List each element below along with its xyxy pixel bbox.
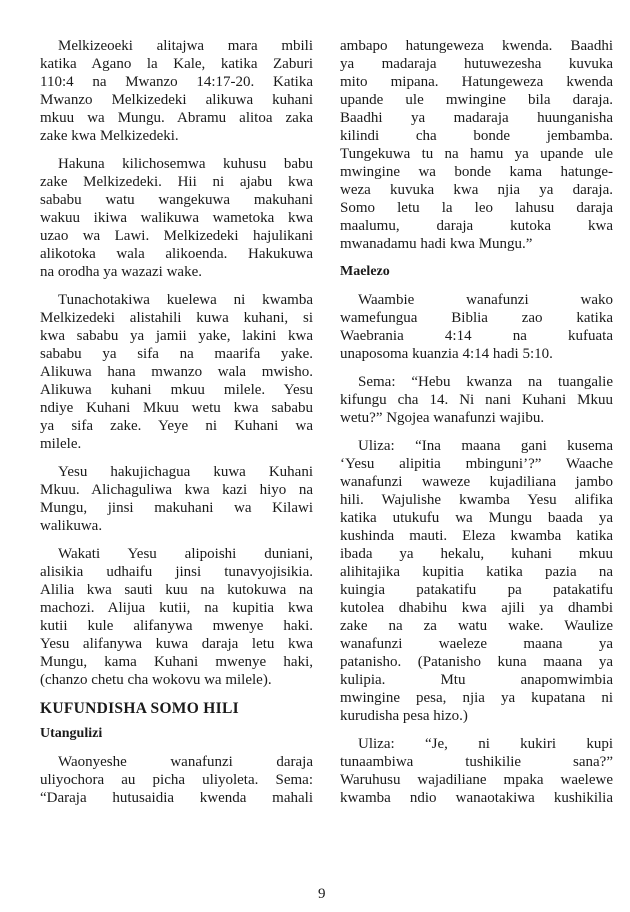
text-line: Sema: “Hebu kwanza na tuangalie [358,374,613,390]
subsection-heading: Maelezo [340,264,390,279]
text-line: kutii kule alifanywa mwenye haki. [40,618,313,634]
paragraph [40,545,313,689]
text-line: Uliza: “Je, ni kukiri kupi [358,736,613,752]
text-line: kuingia patakatifu pa patakatifu [340,582,613,598]
text-line: zake kwa Melkizedeki. [40,128,179,144]
text-line: Alilia kwa sauti kuu na kutokuwa na [40,582,313,598]
text-line: kifungu cha 14. Ni nani Kuhani Mkuu [340,392,613,408]
text-line: Wakati Yesu alipoishi duniani, [58,546,313,562]
text-line: mwingine wa bonde kama hatunge- [340,164,613,180]
text-line: Alikuwa hana mwanzo wala mwisho. [40,364,313,380]
text-line: Melkizeoeki alitajwa mara mbili [58,38,313,54]
text-line: Baadhi ya madaraja huunganisha [340,110,613,126]
text-line: upande ule mwingine bila daraja. [340,92,613,108]
subsection-heading: Utangulizi [40,726,103,741]
text-line: kwamba ndio wanaotakiwa kushikilia [340,790,613,806]
text-line: katika Agano la Kale, katika Zaburi [40,56,313,72]
section-heading: KUFUNDISHA SOMO HILI [40,700,239,717]
text-line: tunaambiwa tushikilie sana?” [340,754,613,770]
text-line: machozi. Alijua kutii, na kupitia kwa [40,600,313,616]
text-line: uzao wa Lawi. Melkizedeki hajulikani [40,228,313,244]
text-line: alihitajika kupitia katika pazia na [340,564,613,580]
text-line: alikotoka wala alikoenda. Hakukuwa [40,246,313,262]
text-line: mito mipana. Hatungeweza kwenda [340,74,613,90]
page-number: 9 [318,886,326,902]
text-line: ya madaraja hutuwezesha kuvuka [340,56,613,72]
text-line: Melkizedeki alistahili kuwa kuhani, si [40,310,313,326]
paragraph [340,735,613,807]
text-line: Tungekuwa tu na hamu ya upande ule [340,146,613,162]
text-line: unaposoma kuanzia 4:14 hadi 5:10. [340,346,553,362]
paragraph [340,373,613,427]
text-line: mkuu wa Mungu. Abramu alitoa zaka [40,110,313,126]
paragraph [40,37,313,145]
text-line: na orodha ya wazazi wake. [40,264,202,280]
text-line: kutolea dhabihu kwa ajili ya dhambi [340,600,613,616]
text-line: wamefungua Biblia zao katika [340,310,613,326]
text-line: wetu?” Ngojea wanafunzi wajibu. [340,410,545,426]
text-line: Waruhusu wajadiliane mpaka waelewe [340,772,613,788]
text-line: ‘Yesu alipitia mbinguni’?” Waache [340,456,613,472]
text-line: Uliza: “Ina maana gani kusema [358,438,613,454]
text-line: zake na za watu wake. Waulize [340,618,613,634]
text-line: kwa sababu ya jamii yake, lakini kwa [40,328,313,344]
text-line: weza kuvuka kwa njia ya daraja. [340,182,613,198]
text-line: wakuu ikiwa walikuwa wametoka kwa [40,210,313,226]
text-line: Waambie wanafunzi wako [358,292,613,308]
text-line: 110:4 na Mwanzo 14:17-20. Katika [40,74,313,90]
text-line: sababu watu wangekuwa makuhani [40,192,313,208]
text-line: Mungu, jinsi makuhani wa Kilawi [40,500,313,516]
paragraph [40,155,313,281]
right-column [340,37,613,817]
paragraph [340,291,613,363]
paragraph [40,463,313,535]
text-line: Mungu, kama Kuhani mwenye haki, [40,654,313,670]
text-line: sababu ya sifa na maarifa yake. [40,346,313,362]
text-line: maalumu, daraja kutoka kwa [340,218,613,234]
text-line: Waonyeshe wanafunzi daraja [58,754,313,770]
paragraph [40,753,313,807]
text-line: kushinda mauti. Eleza kwamba katika [340,528,613,544]
text-line: ibada ya hekalu, kuhani mkuu [340,546,613,562]
text-line: ndiye Kuhani Mkuu wetu kwa sababu [40,400,313,416]
paragraph [340,37,613,253]
text-line: ya sifa zake. Yeye ni Kuhani wa [40,418,313,434]
text-line: ambapo hatungeweza kwenda. Baadhi [340,38,613,54]
text-line: kulipia. Mtu anapomwimbia [340,672,613,688]
text-line: walikuwa. [40,518,103,534]
text-line: hili. Wajulishe kwamba Yesu alifika [340,492,613,508]
text-line: uliyochora au picha uliyoleta. Sema: [40,772,313,788]
text-line: Waebrania 4:14 na kufuata [340,328,613,344]
text-line: “Daraja hutusaidia kwenda mahali [40,790,313,806]
text-line: kilindi cha bonde jembamba. [340,128,613,144]
paragraph [40,291,313,453]
text-line: (chanzo chetu cha wokovu wa milele). [40,672,272,688]
text-line: mwanadamu hadi kwa Mungu.” [340,236,533,252]
text-line: wanafunzi waweze kujadiliana jambo [340,474,613,490]
text-line: milele. [40,436,82,452]
text-line: Yesu hakujichagua kuwa Kuhani [58,464,313,480]
paragraph [340,437,613,725]
text-line: Mkuu. Alichaguliwa kwa kazi hiyo na [40,482,313,498]
text-line: wanafunzi waeleze maana ya [340,636,613,652]
text-line: Mwanzo Melkizedeki alikuwa kuhani [40,92,313,108]
text-line: Yesu alifanywa kuwa daraja letu kwa [40,636,313,652]
text-line: patanisho. (Patanisho kuna maana ya [340,654,613,670]
left-column [40,37,313,817]
text-line: alisikia udhaifu jinsi tunavyojisikia. [40,564,313,580]
text-line: katika utukufu wa Mungu baada ya [340,510,613,526]
text-line: zake Melkizedeki. Hii ni ajabu kwa [40,174,313,190]
text-line: Alikuwa kuhani mkuu milele. Yesu [40,382,313,398]
text-line: mwingine pesa, njia ya kupatana ni [340,690,613,706]
text-line: Hakuna kilichosemwa kuhusu babu [58,156,313,172]
text-line: Tunachotakiwa kuelewa ni kwamba [58,292,313,308]
text-line: Somo letu la leo lahusu daraja [340,200,613,216]
text-line: kurudisha pesa hizo.) [340,708,468,724]
